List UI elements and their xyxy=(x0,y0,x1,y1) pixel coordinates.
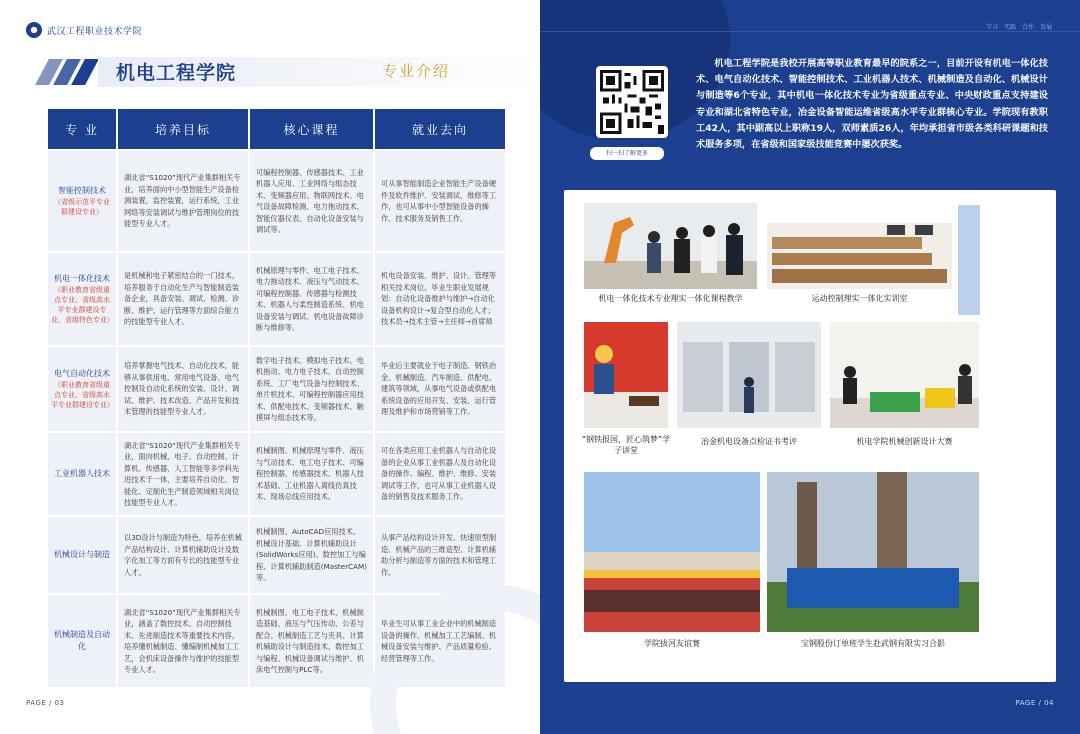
goal-cell: 湖北省“S1020”现代产业集群相关专业，面向机械、电子、自动控制、计算机、传感器、人工智能等多学科先进技术于一体，主要培养自动化、智能化、定制化生产制造领域相关岗位技能型专业人才。 xyxy=(118,433,248,515)
caption-motion-lab: 运动控制理实一体化实训室 xyxy=(811,294,908,303)
major-cell xyxy=(48,151,116,251)
major-name: 电气自动化技术 xyxy=(54,369,110,378)
page-number: PAGE / 03 xyxy=(26,699,65,707)
qr-code-icon xyxy=(600,70,664,134)
nav-item: 合作 xyxy=(1021,24,1034,31)
photo-steel-internship xyxy=(767,472,979,632)
table-row xyxy=(48,517,505,593)
career-cell: 从事产品结构设计开发、快速原型制造、机械产品的三维造型、计算机辅助分析与制造等方面的技术和管理工作。 xyxy=(375,517,505,593)
major-cell xyxy=(48,253,116,345)
nav-item: 实践 xyxy=(1003,24,1016,31)
major-note: （职业教育省级重点专业、省级高水平专业群建设专业、省级特色专业） xyxy=(51,286,114,324)
photo-robot-class xyxy=(584,203,757,289)
decorative-panel xyxy=(958,205,980,315)
page-title: 机电工程学院 xyxy=(116,62,237,84)
header-courses: 核心课程 xyxy=(250,109,373,149)
caption-innovation: 机电学院机械创新设计大赛 xyxy=(856,437,953,446)
photo-motion-lab xyxy=(767,203,952,289)
header-career: 就业去向 xyxy=(375,109,505,149)
courses-cell: 可编程控制器、传感器技术、工业机器人应用、工业网络与组态技术、变频器应用、物联网技术、电气设备故障检测、电力拖动技术、智能仪器仪表、自动化设备安装与调试等。 xyxy=(250,151,373,251)
goal-cell: 湖北省“S1020”现代产业集群相关专业，培养面向中小型智能生产设备检测装置，监控装置，运行系统，工业网络等安装调试与维护管理岗位的技能型专业人才。 xyxy=(118,151,248,251)
courses-cell: 机械制图、机械原理与零件、液压与气动技术、电工电子技术、可编程控制器、传感器技术、机器人技术基础、工业机器人离线仿真技术、现场总线应用技术。 xyxy=(250,433,373,515)
caption-robot-class: 机电一体化技术专业理实一体化课程教学 xyxy=(598,294,743,303)
career-cell: 毕业生可从事工业企业中的机械制造设备的操作、机械加工工艺编制、机械设备安装与维护、产品质量检验、经营管理等工作。 xyxy=(375,595,505,687)
photo-cert-exam xyxy=(677,322,821,428)
major-cell xyxy=(48,517,116,593)
school-logo xyxy=(26,22,142,38)
header-major: 专 业 xyxy=(48,109,116,149)
major-name: 机械设计与制造 xyxy=(54,550,110,559)
nav-item: 学习 xyxy=(985,24,998,31)
photo-lecture xyxy=(584,322,668,428)
caption-tug-of-war: 学院拔河友谊赛 xyxy=(644,639,700,648)
divider xyxy=(540,31,1080,32)
table-row xyxy=(48,347,505,431)
title-stripes-decoration xyxy=(36,59,96,85)
table-header-row xyxy=(48,109,505,149)
table-row xyxy=(48,151,505,251)
school-emblem-icon xyxy=(26,22,42,38)
major-note: （省级示范平专业群建设专业） xyxy=(54,198,110,216)
college-intro: 机电工程学院是我校开展高等职业教育最早的院系之一，目前开设有机电一体化技术、电气自动化技术、智能控制技术、工业机器人技术、机械制造及自动化、机械设计与制造等6个专业，其中机电一体化技术专业为省级重点专业、中央财政重点支持建设专业和湖北省特色专业，冶金设备智能运维省级高水平专业群核心专业。学院现有教职工42人，其中副高以上职称19人，双师素质26人，年均承担省市级各类科研课题和技术服务多项，在省级和国家级技能竞赛中屡次获奖。 xyxy=(696,58,1048,151)
major-name: 智能控制技术 xyxy=(58,186,106,195)
goal-cell: 以3D设计与制造为特色，培养在机械产品结构设计、计算机辅助设计及数字化加工等方面有专长的技能型专业人才。 xyxy=(118,517,248,593)
photo-innovation xyxy=(830,322,979,428)
title-band xyxy=(36,57,540,87)
career-cell: 毕业后主要就业于电子制造、钢铁冶金、机械制造、汽车制造、供配电、建筑等领域，从事电气设备或供配电系统设备的应用开发、安装、运行管理及维护和市场营销等工作。 xyxy=(375,347,505,431)
major-name: 机械制造及自动化 xyxy=(54,630,110,651)
caption-steel-internship: 宝钢股份订单班学生赴武钢有限实习合影 xyxy=(801,639,945,648)
major-name: 工业机器人技术 xyxy=(54,469,110,478)
page-number: PAGE / 04 xyxy=(1015,699,1054,707)
qr-code[interactable] xyxy=(596,66,668,138)
majors-table xyxy=(46,107,507,689)
school-name: 武汉工程职业技术学院 xyxy=(47,26,143,37)
table-row xyxy=(48,433,505,515)
courses-cell: 机械制图、AutoCAD应用技术、机械设计基础、计算机辅助设计(SolidWorks应用)、数控加工与编程、计算机辅助制造(MasterCAM)等。 xyxy=(250,517,373,593)
goal-cell: 湖北省“S1020”现代产业集群相关专业，涵盖了数控技术、自动控制技术、先进制造技术等重要技术内容，培养懂机械制造、懂编制机械加工工艺，会机床设备操作与维护的技能型专业人才。 xyxy=(118,595,248,687)
courses-cell: 机械原理与零件、电工电子技术、电力拖动技术、液压与气动技术、可编程控制器、传感器与检测技术、机器人与柔性制造系统、机电设备安装与调试、机电设备故障诊断与维修等。 xyxy=(250,253,373,345)
table-row xyxy=(48,253,505,345)
career-cell: 可在各类应用工业机器人与自动化设备的企业从事工业机器人及自动化设备的操作、编程、维护、维修、安装调试等工作，也可从事工业机器人设备的销售及技术服务工作。 xyxy=(375,433,505,515)
top-nav xyxy=(986,22,1052,31)
courses-cell: 数字电子技术、模拟电子技术、电机拖动、电力电子技术、自动控制系统、工厂电气设备与控制技术、单片机技术、可编程控制器应用技术、供配电技术、变频器技术、触摸屏与组态技术等。 xyxy=(250,347,373,431)
caption-lecture: “钢铁报国，匠心筑梦”学子讲堂 xyxy=(581,435,671,455)
major-cell xyxy=(48,347,116,431)
goal-cell: 培养掌握电气技术、自动化技术，能够从事供用电、常用电气设备、电气控制及自动化系统的安装、设计、调试、维护、技术改造、产品开发和技术管理的技能型专业人才。 xyxy=(118,347,248,431)
goal-cell: 是机械和电子紧密结合的一门技术，培养服务于自动化生产与智能制造装备企业，具备安装、调试、检测、诊断、维护、运行管理等方面综合能力的技能型专业人才。 xyxy=(118,253,248,345)
photo-tug-of-war xyxy=(584,472,760,632)
major-cell xyxy=(48,433,116,515)
section-title: 专业介绍 xyxy=(382,62,451,80)
career-cell: 可从事智能制造企业智能生产设备硬件及软件维护、安装调试、维修等工作，也可从事中小型智能设备的操作、技术服务及销售工作。 xyxy=(375,151,505,251)
major-cell xyxy=(48,595,116,687)
major-note: （职业教育省级重点专业、省级高水平专业群建设专业） xyxy=(51,381,114,409)
major-name: 机电一体化技术 xyxy=(54,274,110,283)
nav-item: 发展 xyxy=(1039,24,1052,31)
career-cell: 机电设备安装、维护、设计、管理等相关技术岗位。毕业生职业发展规划：自动化设备维护与维护→自动化设备机构设计→复合型自动化人才；技术员→技术主管→主任师→首席师 xyxy=(375,253,505,345)
header-goal: 培养目标 xyxy=(118,109,248,149)
courses-cell: 机械制图、电工电子技术、机械制造基础、液压与气压传动、公差与配合、机械制造工艺与夹具、计算机辅助设计与制造技术、数控加工与编程、机械设备调试与维护、机床电气控制与PLC等。 xyxy=(250,595,373,687)
table-row xyxy=(48,595,505,687)
caption-cert-exam: 冶金机电设备点检证书考评 xyxy=(701,437,797,446)
qr-caption: 扫一扫了解更多 xyxy=(590,147,664,160)
